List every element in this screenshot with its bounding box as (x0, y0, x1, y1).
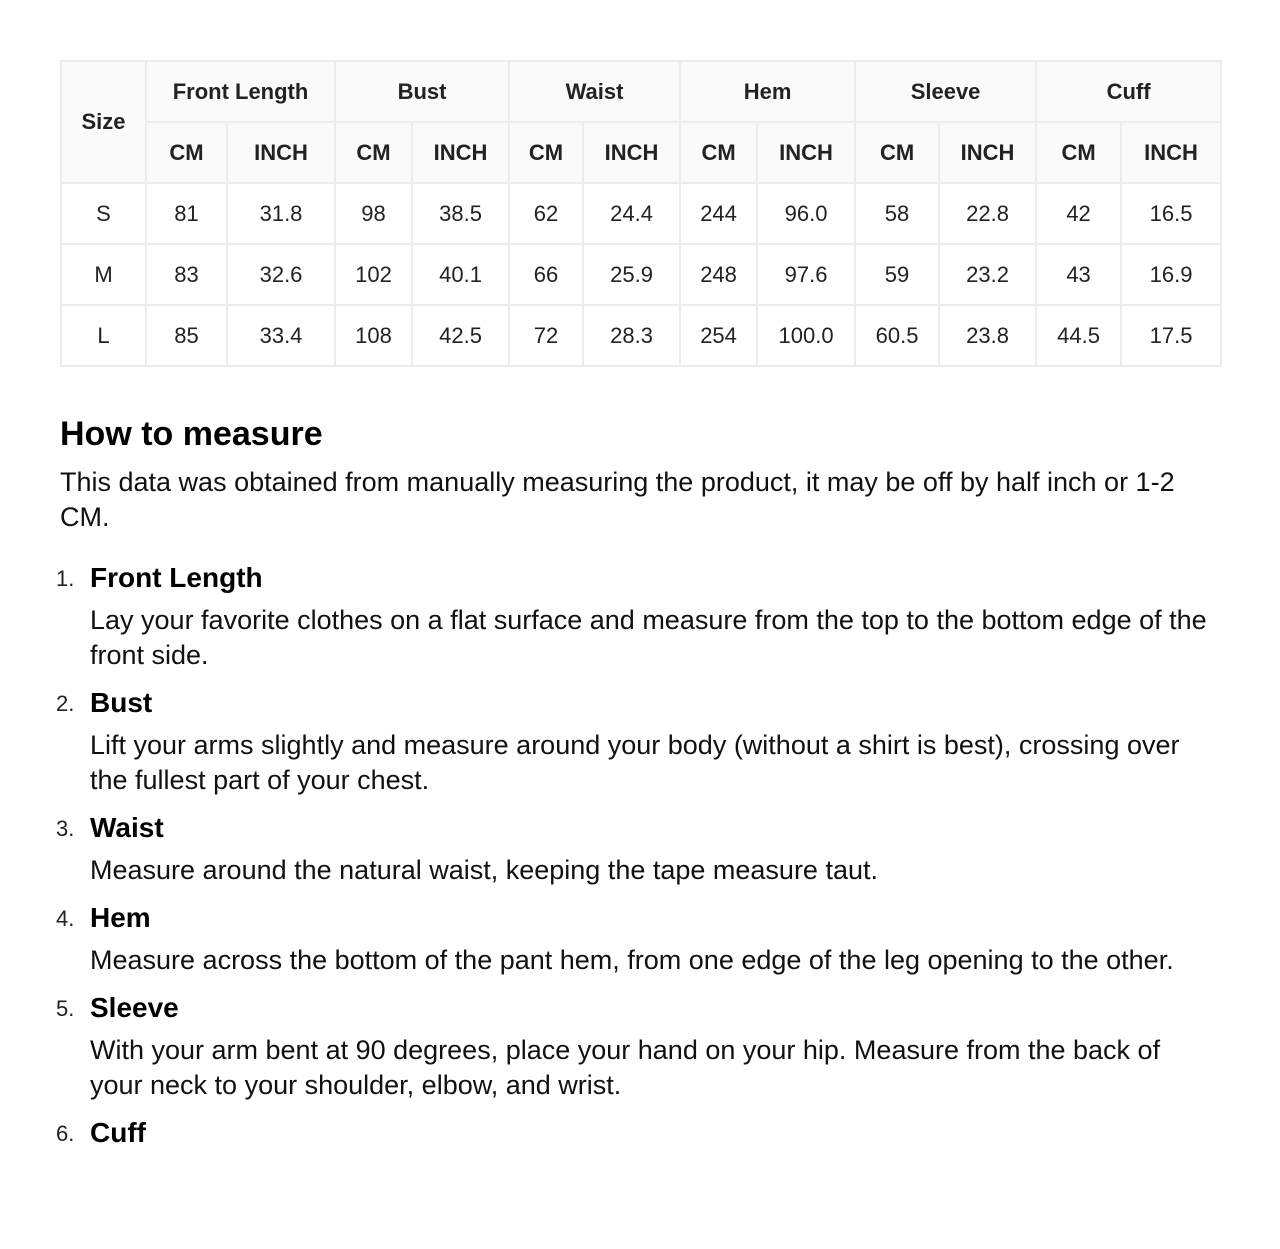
step-description: Measure around the natural waist, keeping the tape measure taut. (90, 855, 878, 885)
table-cell: 248 (680, 244, 757, 305)
table-cell: 83 (146, 244, 227, 305)
step-description: Lay your favorite clothes on a flat surface and measure from the top to the bottom edge of the front side. (90, 605, 1207, 670)
size-table (60, 60, 1222, 367)
how-to-measure-title: How to measure (60, 415, 323, 453)
table-row (61, 244, 1221, 305)
measure-steps-list (56, 558, 1220, 1153)
size-cell: M (61, 244, 146, 305)
table-cell: 102 (335, 244, 412, 305)
table-row (61, 183, 1221, 244)
step-description: Measure across the bottom of the pant hem, from one edge of the leg opening to the other. (90, 945, 1174, 975)
table-cell: 42.5 (412, 305, 509, 366)
table-cell: 16.5 (1121, 183, 1221, 244)
unit-header-inch: INCH (757, 122, 855, 183)
table-cell: 44.5 (1036, 305, 1121, 366)
table-cell: 32.6 (227, 244, 335, 305)
measure-step-cuff (56, 1113, 1220, 1153)
table-cell: 98 (335, 183, 412, 244)
table-cell: 254 (680, 305, 757, 366)
table-cell: 43 (1036, 244, 1121, 305)
measure-intro: This data was obtained from manually measuring the product, it may be off by half inch or 1-2 CM. (60, 467, 1175, 532)
table-cell: 85 (146, 305, 227, 366)
table-cell: 42 (1036, 183, 1121, 244)
step-description: With your arm bent at 90 degrees, place your hand on your hip. Measure from the back of your neck to your shoulder, elbow, and wrist. (90, 1035, 1161, 1100)
table-unit-header-row (61, 122, 1221, 183)
group-header-front-length: Front Length (146, 61, 335, 122)
group-header-cuff: Cuff (1036, 61, 1221, 122)
table-cell: 244 (680, 183, 757, 244)
step-number: 5. (56, 996, 75, 1021)
unit-header-cm: CM (855, 122, 939, 183)
table-cell: 62 (509, 183, 583, 244)
table-cell: 23.8 (939, 305, 1036, 366)
step-number: 3. (56, 816, 75, 841)
table-row (61, 305, 1221, 366)
unit-header-inch: INCH (227, 122, 335, 183)
unit-header-cm: CM (680, 122, 757, 183)
table-cell: 23.2 (939, 244, 1036, 305)
step-number: 1. (56, 566, 75, 591)
table-cell: 24.4 (583, 183, 680, 244)
measure-step-front-length (56, 558, 1220, 673)
unit-header-inch: INCH (583, 122, 680, 183)
step-title: Cuff (90, 1117, 146, 1148)
table-cell: 100.0 (757, 305, 855, 366)
size-cell: S (61, 183, 146, 244)
table-cell: 66 (509, 244, 583, 305)
step-title: Hem (90, 902, 151, 933)
group-header-sleeve: Sleeve (855, 61, 1036, 122)
table-cell: 96.0 (757, 183, 855, 244)
measure-step-bust (56, 683, 1220, 798)
table-cell: 22.8 (939, 183, 1036, 244)
step-title: Sleeve (90, 992, 179, 1023)
measure-step-hem (56, 898, 1220, 978)
table-cell: 60.5 (855, 305, 939, 366)
table-cell: 25.9 (583, 244, 680, 305)
table-cell: 16.9 (1121, 244, 1221, 305)
table-cell: 59 (855, 244, 939, 305)
step-number: 2. (56, 691, 75, 716)
step-title: Waist (90, 812, 164, 843)
table-cell: 31.8 (227, 183, 335, 244)
unit-header-cm: CM (1036, 122, 1121, 183)
unit-header-cm: CM (335, 122, 412, 183)
unit-header-cm: CM (509, 122, 583, 183)
table-cell: 17.5 (1121, 305, 1221, 366)
size-guide (56, 60, 1220, 1148)
measure-step-sleeve (56, 988, 1220, 1103)
table-cell: 58 (855, 183, 939, 244)
table-cell: 72 (509, 305, 583, 366)
step-title: Front Length (90, 562, 263, 593)
measure-step-waist (56, 808, 1220, 888)
table-cell: 81 (146, 183, 227, 244)
unit-header-inch: INCH (939, 122, 1036, 183)
group-header-waist: Waist (509, 61, 680, 122)
size-cell: L (61, 305, 146, 366)
unit-header-inch: INCH (1121, 122, 1221, 183)
step-number: 4. (56, 906, 75, 931)
step-number: 6. (56, 1121, 75, 1146)
step-title: Bust (90, 687, 153, 718)
group-header-bust: Bust (335, 61, 509, 122)
group-header-hem: Hem (680, 61, 855, 122)
unit-header-inch: INCH (412, 122, 509, 183)
table-cell: 28.3 (583, 305, 680, 366)
table-cell: 108 (335, 305, 412, 366)
unit-header-cm: CM (146, 122, 227, 183)
table-group-header-row (61, 61, 1221, 122)
size-header: Size (61, 61, 146, 183)
table-cell: 40.1 (412, 244, 509, 305)
step-description: Lift your arms slightly and measure around your body (without a shirt is best), crossing over the fullest part of your chest. (90, 730, 1180, 795)
table-cell: 33.4 (227, 305, 335, 366)
table-cell: 97.6 (757, 244, 855, 305)
table-cell: 38.5 (412, 183, 509, 244)
